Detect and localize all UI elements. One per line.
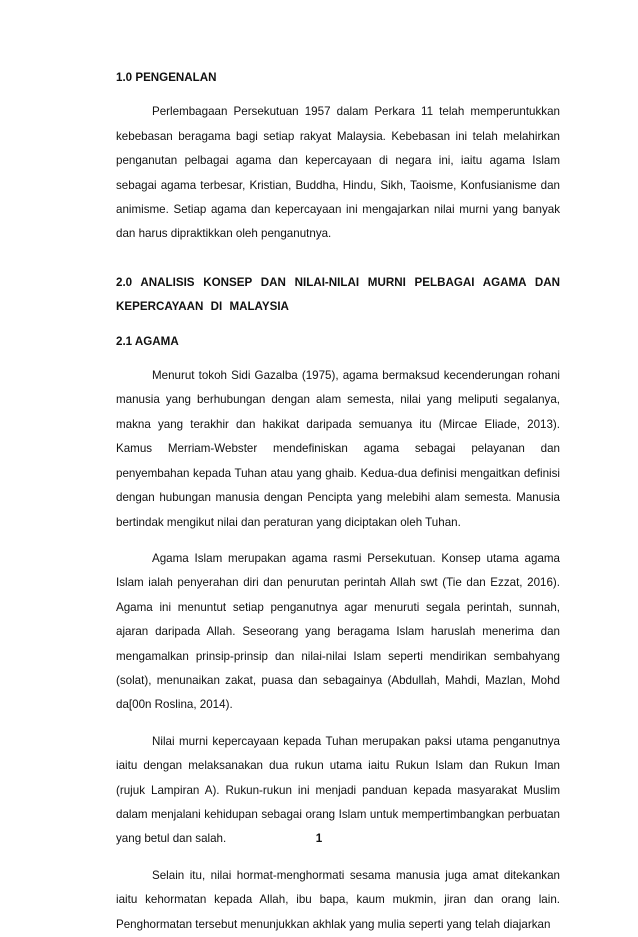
subsection-heading-agama: 2.1 AGAMA: [116, 334, 179, 348]
paragraph-islam-concept: Agama Islam merupakan agama rasmi Persekutuan. Konsep utama agama Islam ialah penyerahan diri dan penurutan perintah Allah swt (Tie dan Ezzat, 2016). Agama ini menuntut setiap penganutnya agar menuruti segala perintah, sunnah, ajaran daripada Allah. Seseorang yang beragama Islam haruslah menerima dan mengamalkan prinsip-prinsip dan nilai-nilai Islam seperti mendirikan sembahyang (solat), menunaikan zakat, puasa dan sebagainya (Abdullah, Mahdi, Mazlan, Mohd da[00n Roslina, 2014).: [116, 551, 560, 712]
paragraph-agama-definition: Menurut tokoh Sidi Gazalba (1975), agama bermaksud kecenderungan rohani manusia yang berhubungan dengan alam semesta, nilai yang meliputi segalanya, makna yang terakhir dan hakikat daripada semuanya itu (Mircae Eliade, 2013). Kamus Merriam-Webster mendefiniskan agama sebagai pelayanan dan penyembahan kepada Tuhan atau yang ghaib. Kedua-dua definisi mengaitkan definisi dengan hubungan manusia dengan Pencipta yang melebihi alam semesta. Manusia bertindak mengikut nilai dan peraturan yang diciptakan oleh Tuhan.: [116, 369, 560, 529]
paragraph-hormat-menghormati: Selain itu, nilai hormat-menghormati sesama manusia juga amat ditekankan iaitu kehormatan kepada Allah, ibu bapa, kaum mukmin, jiran dan orang lain. Penghormatan tersebut menunjukkan akhlak yang mulia seperti yang telah diajarkan: [116, 868, 560, 931]
page-number: 1: [315, 832, 323, 845]
paragraph-pengenalan: Perlembagaan Persekutuan 1957 dalam Perkara 11 telah memperuntukkan kebebasan beragama bagi setiap rakyat Malaysia. Kebebasan ini telah melahirkan penganutan pelbagai agama dan kepercayaan di negara ini, iaitu agama Islam sebagai agama terbesar, Kristian, Buddha, Hindu, Sikh, Taoisme, Konfusianisme dan animisme. Setiap agama dan kepercayaan ini mengajarkan nilai murni yang banyak dan harus dipraktikkan oleh penganutnya.: [116, 105, 560, 241]
section-heading-pengenalan: 1.0 PENGENALAN: [116, 71, 217, 84]
paragraph-kepercayaan-tuhan: Nilai murni kepercayaan kepada Tuhan merupakan paksi utama penganutnya iaitu dengan melaksanakan dua rukun utama iaitu Rukun Islam dan Rukun Iman (rujuk Lampiran A). Rukun-rukun ini menjadi panduan kepada masyarakat Muslim dalam menjalani kehidupan sebagai orang Islam untuk mempertimbangkan perbuatan yang betul dan salah.: [116, 734, 560, 846]
section-heading-analisis: 2.0 ANALISIS KONSEP DAN NILAI-NILAI MURNI PELBAGAI AGAMA DAN KEPERCAYAAN DI MALAYSIA: [116, 275, 560, 314]
document-body: [116, 66, 560, 937]
